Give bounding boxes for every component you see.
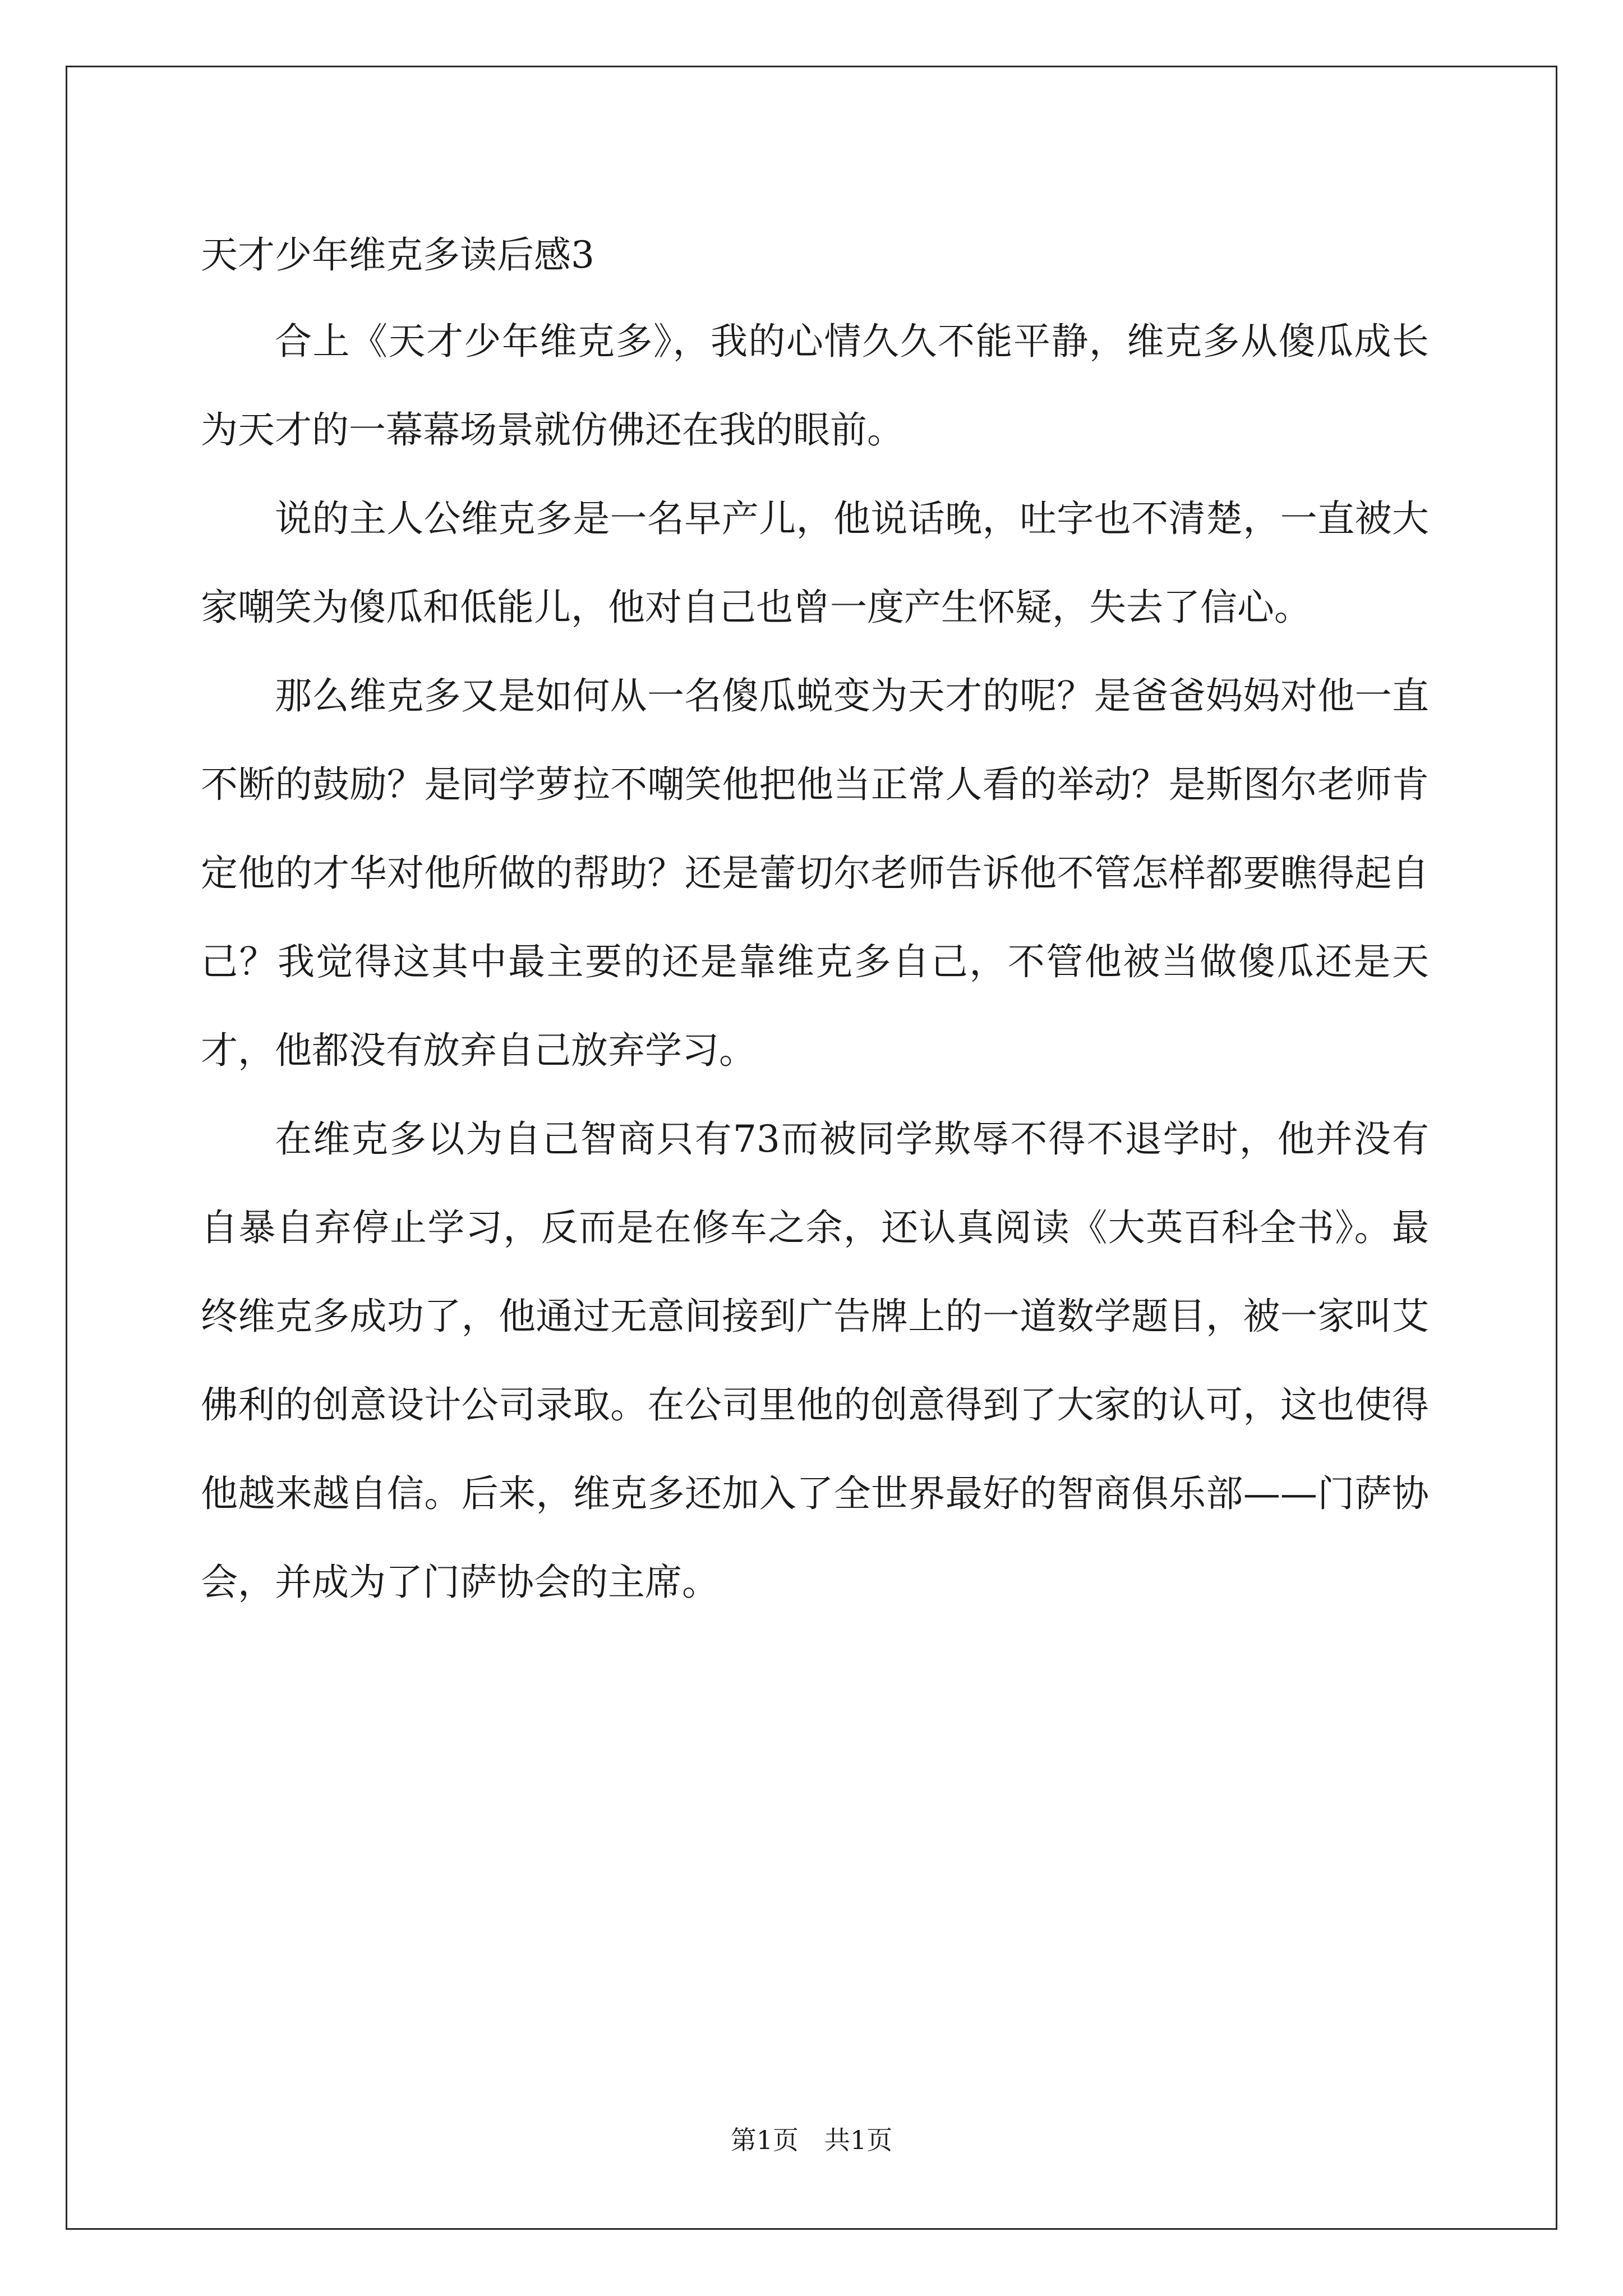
page-number-total: 共1页: [824, 2125, 893, 2155]
paragraph-1: 合上《天才少年维克多》，我的心情久久不能平静，维克多从傻瓜成长为天才的一幕幕场景就仿佛还在我的眼前。: [201, 320, 1429, 452]
document-title: 天才少年维克多读后感3: [201, 233, 594, 277]
paragraph-4: 在维克多以为自己智商只有73而被同学欺辱不得不退学时，他并没有自暴自弃停止学习，反而是在修车之余，还认真阅读《大英百科全书》。最终维克多成功了，他通过无意间接到广告牌上的一道数学题目，被一家叫艾佛利的创意设计公司录取。在公司里他的创意得到了大家的认可，这也使得他越来越自信。后来，维克多还加入了全世界最好的智商俱乐部——门萨协会，并成为了门萨协会的主席。: [201, 1117, 1429, 1604]
document-body: [201, 213, 1429, 1627]
page-footer: [0, 2123, 1623, 2157]
page-number-current: 第1页: [730, 2125, 799, 2155]
paragraph-3: 那么维克多又是如何从一名傻瓜蜕变为天才的呢？是爸爸妈妈对他一直不断的鼓励？是同学萝拉不嘲笑他把他当正常人看的举动？是斯图尔老师肯定他的才华对他所做的帮助？还是蕾切尔老师告诉他不管怎样都要瞧得起自己？我觉得这其中最主要的还是靠维克多自己，不管他被当做傻瓜还是天才，他都没有放弃自己放弃学习。: [201, 674, 1429, 1072]
paragraph-2: 说的主人公维克多是一名早产儿，他说话晚，吐字也不清楚，一直被大家嘲笑为傻瓜和低能儿，他对自己也曾一度产生怀疑，失去了信心。: [201, 497, 1429, 629]
